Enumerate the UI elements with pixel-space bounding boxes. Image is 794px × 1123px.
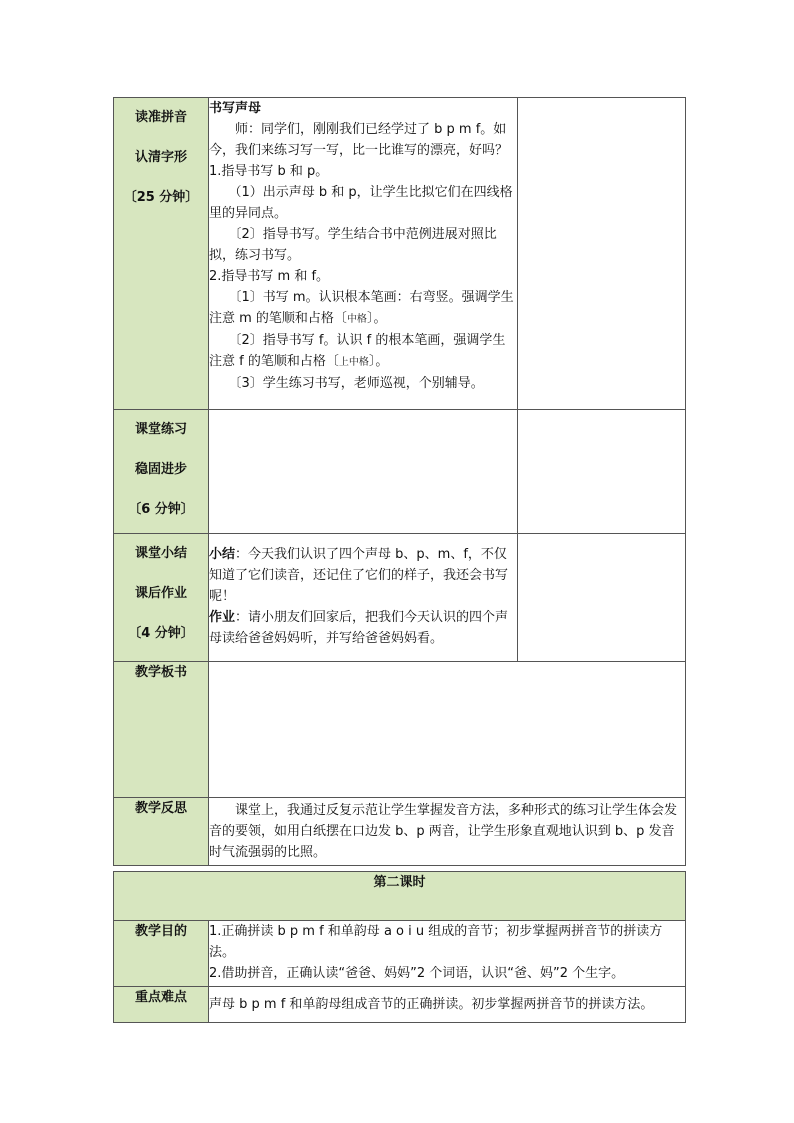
period-header: 第二课时 (114, 872, 686, 921)
step-item (209, 330, 517, 373)
section-heading: 书写声母 (209, 101, 262, 116)
row-writing-label (114, 98, 209, 410)
label-line: 〔6 分钟〕 (128, 502, 194, 517)
summary-paragraph (209, 544, 517, 607)
row-board-label: 教学板书 (114, 662, 209, 798)
step-item: 〔2〕指导书写。学生结合书中范例进展对照比拟，练习书写。 (209, 227, 497, 263)
row-reflection (114, 798, 686, 866)
row-writing (114, 98, 686, 410)
row-summary-label (114, 534, 209, 662)
label-line: 认清字形 (134, 150, 187, 165)
step-text: 〕。 (366, 311, 387, 326)
homework-label: 作业 (209, 610, 236, 625)
label-line: 读准拼音 (134, 110, 187, 125)
step-text: 〔2〕指导书写 f。认识 f 的根本笔画，强调学生注意 f 的笔顺和占格〔 (209, 333, 506, 369)
row-practice-label (114, 410, 209, 534)
step-text: 〕。 (368, 354, 389, 369)
key-text: 声母 b p m f 和单韵母组成音节的正确拼读。初步掌握两拼音节的拼读方法。 (209, 997, 654, 1012)
grid-position-note: 中格 (346, 314, 367, 325)
row-reflection-label: 教学反思 (114, 798, 209, 866)
teacher-speech: 师：同学们，刚刚我们已经学过了 b p m f。如今，我们来练习写一写，比一比谁写的漂亮，好吗？ (209, 122, 509, 158)
label-line: 〔4 分钟〕 (128, 626, 194, 641)
row-summary-content (209, 534, 518, 662)
row-key-content (209, 987, 686, 1023)
row-summary-notes (518, 534, 686, 662)
label-line: 〔25 分钟〕 (123, 190, 199, 205)
label-line: 课堂练习 (134, 422, 187, 437)
row-practice (114, 410, 686, 534)
reflection-text: 课堂上，我通过反复示范让学生掌握发音方法，多种形式的练习让学生体会发音的要领，如用白纸摆在口边发 b、p 两音，让学生形象直观地认识到 b、p 发音时气流强弱的比照。 (209, 803, 678, 860)
row-writing-notes (518, 98, 686, 410)
label-line: 课后作业 (134, 586, 187, 601)
lesson-plan-table-part2 (113, 871, 686, 1023)
summary-text: ：今天我们认识了四个声母 b、p、m、f，不仅知道了它们读音，还记住了它们的样子，我还会书写呢！ (209, 547, 509, 604)
row-reflection-content (209, 798, 686, 866)
goal-item: 1.正确拼读 b p m f 和单韵母 a o i u 组成的音节；初步掌握两拼音节的拼读方法。 (209, 924, 663, 960)
row-practice-notes (518, 410, 686, 534)
step-item: 〔3〕学生练习书写，老师巡视，个别辅导。 (228, 376, 484, 391)
lesson-plan-table-part1 (113, 97, 686, 866)
row-summary (114, 534, 686, 662)
step-item: （1）出示声母 b 和 p，让学生比拟它们在四线格里的异同点。 (209, 185, 513, 221)
label-line: 稳固进步 (134, 462, 187, 477)
row-goal-content (209, 921, 686, 987)
row-board (114, 662, 686, 798)
row-key-label: 重点难点 (114, 987, 209, 1023)
homework-text: ：请小朋友们回家后，把我们今天认识的四个声母读给爸爸妈妈听，并写给爸爸妈妈看。 (209, 610, 509, 646)
homework-paragraph (209, 607, 517, 649)
row-board-content (209, 662, 686, 798)
row-writing-content (209, 98, 518, 410)
row-practice-content (209, 410, 518, 534)
row-key (114, 987, 686, 1023)
summary-label: 小结 (209, 547, 236, 562)
label-line: 课堂小结 (134, 546, 187, 561)
row-period-header (114, 872, 686, 921)
row-goal-label: 教学目的 (114, 921, 209, 987)
step-item: 2.指导书写 m 和 f。 (209, 269, 330, 284)
row-goal (114, 921, 686, 987)
step-item: 1.指导书写 b 和 p。 (209, 164, 329, 179)
step-item (209, 287, 517, 330)
grid-position-note: 上中格 (338, 357, 369, 368)
goal-item: 2.借助拼音，正确认读“爸爸、妈妈”2 个词语，认识“爸、妈”2 个生字。 (209, 966, 625, 981)
step-text: 〔1〕书写 m。认识根本笔画：右弯竖。强调学生注意 m 的笔顺和占格〔 (209, 290, 514, 326)
